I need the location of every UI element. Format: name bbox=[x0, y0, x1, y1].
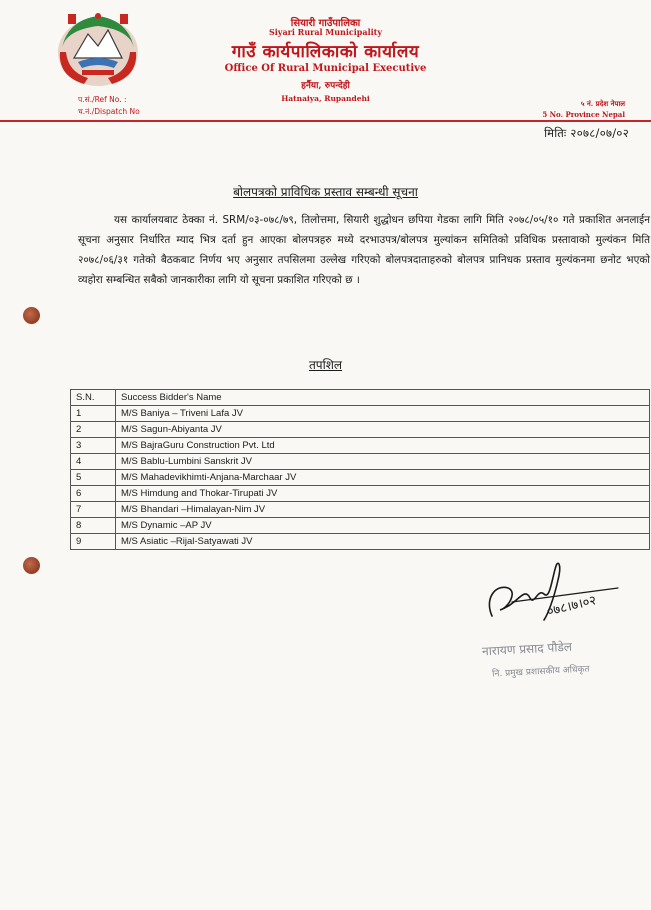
row-bidder-name: M/S Mahadevikhimti-Anjana-Marchaar JV bbox=[116, 470, 650, 486]
row-sn: 1 bbox=[71, 406, 116, 422]
row-sn: 2 bbox=[71, 422, 116, 438]
row-sn: 3 bbox=[71, 438, 116, 454]
office-title-en: Office Of Rural Municipal Executive bbox=[224, 63, 427, 74]
row-sn: 4 bbox=[71, 454, 116, 470]
table-row bbox=[71, 406, 650, 422]
table-row bbox=[71, 518, 650, 534]
municipality-name-en: Siyari Rural Municipality bbox=[268, 27, 382, 37]
column-header-sn: S.N. bbox=[71, 390, 116, 406]
row-bidder-name: M/S Bhandari –Himalayan-Nim JV bbox=[116, 502, 650, 518]
letterhead-divider bbox=[0, 120, 651, 122]
table-row bbox=[71, 470, 650, 486]
notice-date: मितिः २०७८/०७/०२ bbox=[544, 126, 629, 140]
row-bidder-name: M/S Dynamic –AP JV bbox=[116, 518, 650, 534]
table-row bbox=[71, 486, 650, 502]
row-sn: 9 bbox=[71, 534, 116, 550]
province-label-en: 5 No. Province Nepal bbox=[542, 110, 625, 119]
table-heading: तपशिल bbox=[308, 358, 343, 372]
row-bidder-name: M/S Asiatic –Rijal-Satyawati JV bbox=[116, 534, 650, 550]
punch-hole bbox=[23, 557, 40, 574]
signatory-name: नारायण प्रसाद पौडेल bbox=[481, 639, 573, 659]
handwritten-signature bbox=[478, 558, 628, 628]
table-row bbox=[71, 534, 650, 550]
row-bidder-name: M/S Sagun-Abiyanta JV bbox=[116, 422, 650, 438]
municipality-name-np: सियारी गाउँपालिका bbox=[290, 18, 361, 29]
notice-heading: बोलपत्रको प्राविधिक प्रस्ताव सम्बन्धी सूचना bbox=[233, 185, 418, 199]
row-sn: 5 bbox=[71, 470, 116, 486]
row-sn: 6 bbox=[71, 486, 116, 502]
office-address-np: हर्नैया, रुपन्देही bbox=[301, 81, 350, 91]
table-header-row bbox=[71, 390, 650, 406]
column-header-bidder: Success Bidder's Name bbox=[116, 390, 650, 406]
table-row bbox=[71, 422, 650, 438]
ref-number-label: प.सं./Ref No. : bbox=[78, 95, 127, 104]
row-bidder-name: M/S Himdung and Thokar-Tirupati JV bbox=[116, 486, 650, 502]
svg-text:०७८।७।०२: ०७८।७।०२ bbox=[545, 593, 598, 620]
table-row bbox=[71, 454, 650, 470]
row-sn: 8 bbox=[71, 518, 116, 534]
office-title-np: गाउँ कार्यपालिकाको कार्यालय bbox=[231, 42, 420, 62]
notice-body: यस कार्यालयबाट ठेक्का नं. SRM/०३-०७८/७९, तिलोत्तमा, सियारी शुद्धोधन छपिया गेडका लागि मिति २०७८/०५/१० गते प्रकाशित अनलाईन सूचना अनुसार निर्धारित म्याद भित्र दर्ता हुन आएका बोलपत्रहरु मध्ये दरभाउपत्र/बोलपत्र मुल्यांकन समितिको प्रविधिक प्रस्तावाको मुल्यंकन मिति २०७८/०६/३१ गतेको बैठकबाट निर्णय भए अनुसार तपसिलमा उल्लेख गरिएको बोलपत्रदाताहरुको बोलपत्र प्रानिधक प्रस्ताव मुल्यंकनमा छनोट भएको व्यहोरा सम्बन्धित सबैको जानकारीका लागि यो सूचना प्रकाशित गरिएको छ । bbox=[78, 214, 650, 286]
office-address-en: Hatnaiya, Rupandehi bbox=[281, 94, 370, 103]
row-bidder-name: M/S Baniya – Triveni Lafa JV bbox=[116, 406, 650, 422]
row-bidder-name: M/S BajraGuru Construction Pvt. Ltd bbox=[116, 438, 650, 454]
row-bidder-name: M/S Bablu-Lumbini Sanskrit JV bbox=[116, 454, 650, 470]
dispatch-number-label: च.नं./Dispatch No bbox=[78, 107, 140, 116]
row-sn: 7 bbox=[71, 502, 116, 518]
table-row bbox=[71, 438, 650, 454]
punch-hole bbox=[23, 307, 40, 324]
province-label-np: ५ नं. प्रदेश नेपाल bbox=[580, 99, 625, 108]
bidder-table bbox=[70, 389, 650, 550]
table-row bbox=[71, 502, 650, 518]
signatory-title: नि. प्रमुख प्रशासकीय अधिकृत bbox=[491, 664, 590, 680]
